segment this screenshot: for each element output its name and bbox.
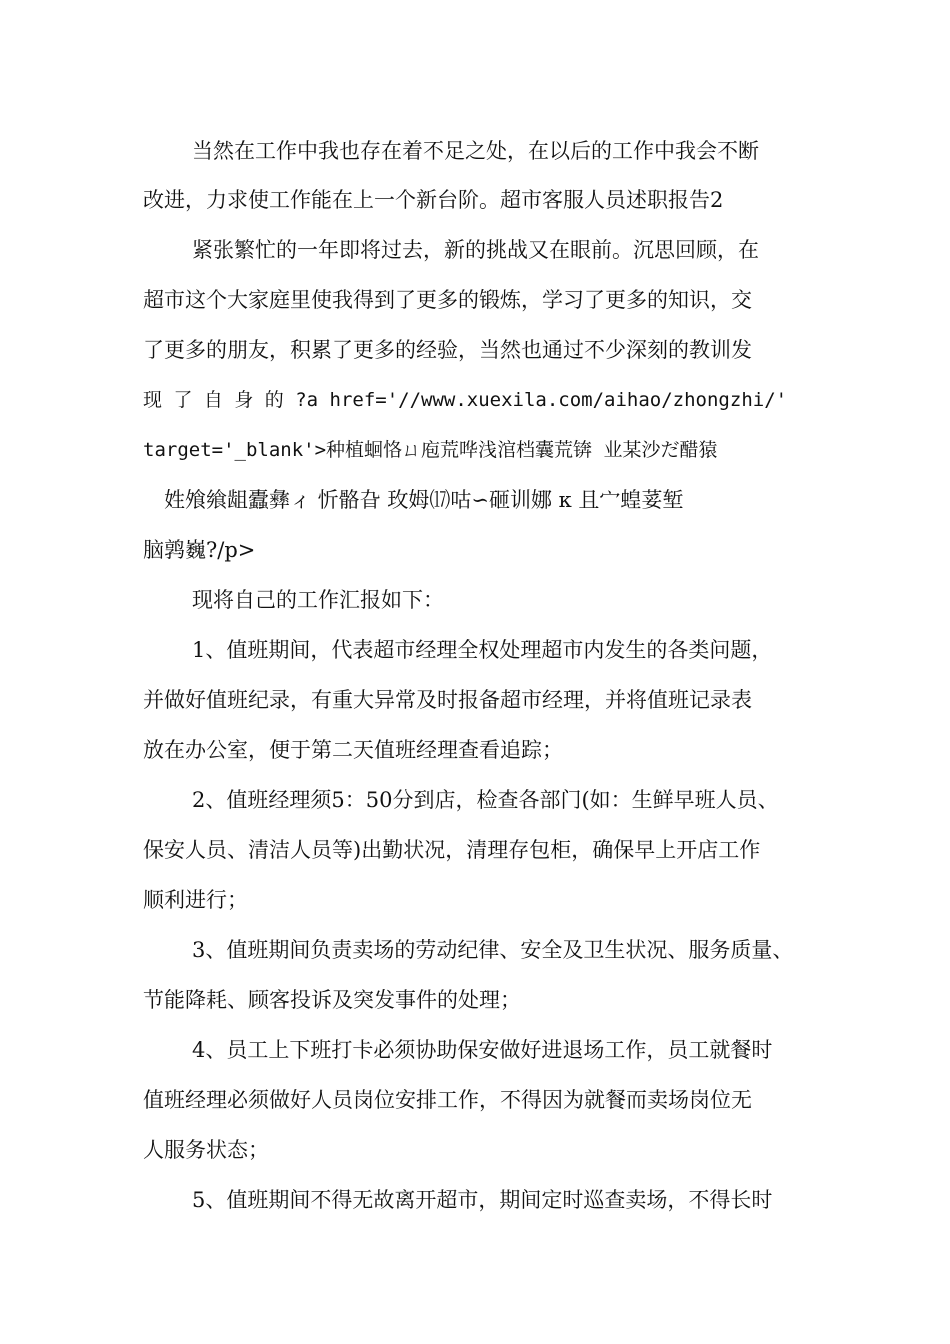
paragraph-line: 节能降耗、顾客投诉及突发事件的处理； [143,988,521,1012]
paragraph-line: 脑鹑巍?/p> [143,538,256,562]
paragraph-line: 放在办公室，便于第二天值班经理查看追踪； [143,738,563,762]
paragraph-line: target='_blank'>种植蛔恪ㄩ庖荒哗浅涫档囊荒锛 业某沙だ醋猿 [143,439,718,461]
paragraph-line: 5、值班期间不得无故离开超市，期间定时巡查卖场，不得长时 [192,1188,773,1212]
paragraph-line: 保安人员、清洁人员等)出勤状况，清理存包柜，确保早上开店工作 [143,838,761,862]
paragraph-line: 改进，力求使工作能在上一个新台阶。超市客服人员述职报告2 [143,188,724,212]
paragraph-line: 姓飧飨龃蠹彝ィ 忻骼旮 玫姆⒄咕∽砸训娜 κ 且宀蝗荽堑 [164,488,684,512]
paragraph-line: 紧张繁忙的一年即将过去，新的挑战又在眼前。沉思回顾，在 [192,238,759,262]
paragraph-line: 现 了 自 身 的 ?a href='//www.xuexila.com/aihao/zhongzhi/' [143,389,788,411]
paragraph-line: 了更多的朋友，积累了更多的经验，当然也通过不少深刻的教训发 [143,338,752,362]
paragraph-line: 值班经理必须做好人员岗位安排工作，不得因为就餐而卖场岗位无 [143,1088,752,1112]
paragraph-line: 并做好值班纪录，有重大异常及时报备超市经理，并将值班记录表 [143,688,752,712]
paragraph-line: 超市这个大家庭里使我得到了更多的锻炼，学习了更多的知识，交 [143,288,752,312]
paragraph-line: 3、值班期间负责卖场的劳动纪律、安全及卫生状况、服务质量、 [192,938,794,962]
paragraph-line: 当然在工作中我也存在着不足之处，在以后的工作中我会不断 [192,139,759,163]
paragraph-line: 4、员工上下班打卡必须协助保安做好进退场工作，员工就餐时 [192,1038,773,1062]
paragraph-line: 人服务状态； [143,1138,269,1162]
paragraph-line: 现将自己的工作汇报如下： [192,588,444,612]
paragraph-line: 1、值班期间，代表超市经理全权处理超市内发生的各类问题， [192,638,773,662]
paragraph-line: 顺利进行； [143,888,248,912]
paragraph-line: 2、值班经理须5：50分到店，检查各部门(如：生鲜早班人员、 [192,788,779,812]
